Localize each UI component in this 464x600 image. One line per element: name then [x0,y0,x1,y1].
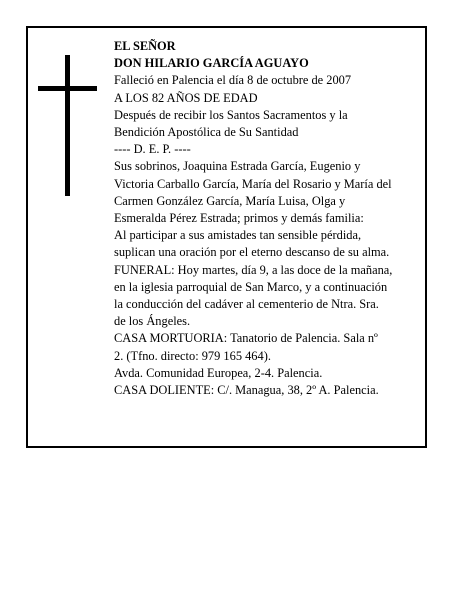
funeral-line-2: en la iglesia parroquial de San Marco, y a continuación [114,279,388,294]
obituary-text [114,38,424,399]
funeral-line-3: la conducción del cadáver al cementerio de Ntra. Sra. [114,297,379,312]
cross-horizontal-bar [38,86,97,91]
mortuary-line-2: 2. (Tfno. directo: 979 165 464). [114,348,271,363]
sacraments-line-1: Después de recibir los Santos Sacramentos y la [114,107,348,122]
deceased-title: EL SEÑOR [114,39,176,53]
cross-vertical-bar [65,55,70,196]
deceased-name: DON HILARIO GARCÍA AGUAYO [114,56,309,71]
death-date-line: Falleció en Palencia el día 8 de octubre de 2007 [114,73,352,88]
family-line-2: Victoria Carballo García, María del Rosario y María del [114,176,392,191]
rip-line: ---- D. E. P. ---- [114,142,191,157]
family-home-line: CASA DOLIENTE: C/. Managua, 38, 2º A. Palencia. [114,383,379,398]
age-line: A LOS 82 AÑOS DE EDAD [114,90,258,105]
funeral-line-1: FUNERAL: Hoy martes, día 9, a las doce de la mañana, [114,262,393,277]
mortuary-address-line: Avda. Comunidad Europea, 2-4. Palencia. [114,365,323,380]
mortuary-line-1: CASA MORTUORIA: Tanatorio de Palencia. Sala nº [114,331,378,346]
request-line-1: Al participar a sus amistades tan sensible pérdida, [114,228,362,243]
family-line-4: Esmeralda Pérez Estrada; primos y demás familia: [114,211,364,226]
sacraments-line-2: Bendición Apostólica de Su Santidad [114,125,299,140]
family-line-3: Carmen González García, María Luisa, Olga y [114,193,346,208]
funeral-line-4: de los Ángeles. [114,314,191,329]
family-line-1: Sus sobrinos, Joaquina Estrada García, Eugenio y [114,159,361,174]
request-line-2: suplican una oración por el eterno descanso de su alma. [114,245,390,260]
